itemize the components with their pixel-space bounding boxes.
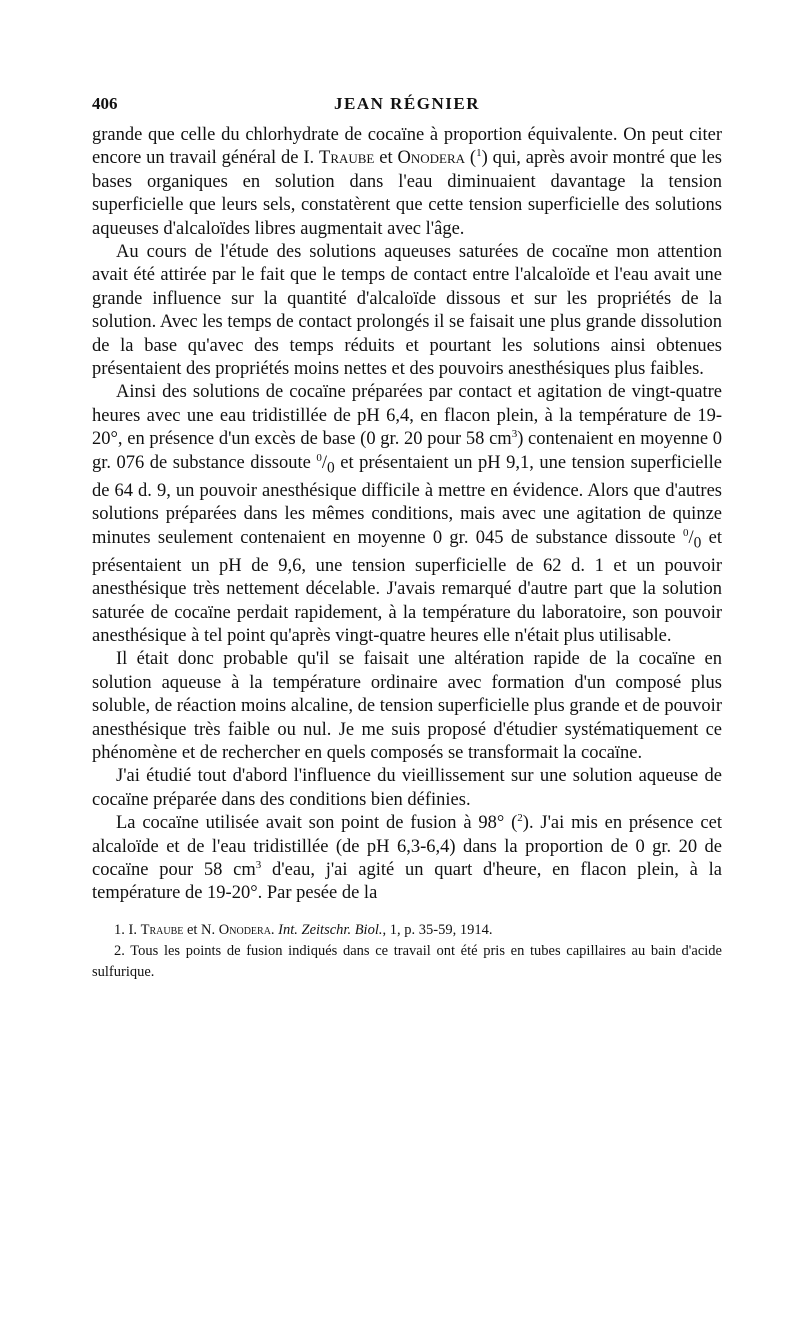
page <box>92 88 722 983</box>
page-header <box>92 88 722 124</box>
paragraph-3: Ainsi des solutions de cocaïne préparées par contact et agitation de vingt-quatre heures avec une eau tridistillée de pH 6,4, en flacon plein, à la température de 19-20°, en présence d'un excès de base (0 gr. 20 pour 58 $cm^3$) contenaient en moyenne 0 gr. 076 de substance dissoute $^0/_0$ et présentaient un pH 9,1, une tension superficielle de 64 d. 9, un pouvoir anesthésique difficile à mettre en évidence. Alors que d'autres solutions préparées dans les mêmes conditions, mais avec une agitation de quinze minutes seulement contenaient en moyenne 0 gr. 045 de substance dissoute $^0/_0$ et présentaient un pH de 9,6, une tension superficielle de 62 d. 1 et un pouvoir anesthésique très nettement décelable. J'avais remarqué d'autre part que la solution saturée de cocaïne perdait rapidement, à la température du laboratoire, son pouvoir anesthésique à tel point qu'après vingt-quatre heures elle n'était plus utilisable. <box>92 382 722 646</box>
paragraph-1: grande que celle du chlorhydrate de cocaïne à proportion équivalente. On peut citer encore un travail général de I. Traube et Onodera ($^1$) qui, après avoir montré que les bases organiques en solution dans l'eau diminuaient davantage la tension superficielle que leurs sels, constatèrent que cette tension superficielle des solutions aqueuses d'alcaloïdes libres augmentait avec l'âge. <box>92 125 723 239</box>
author-name: Onodera <box>397 148 466 169</box>
footnotes <box>92 920 722 983</box>
footnote-2: 2. Tous les points de fusion indiqués dans ce travail ont été pris en tubes capillaires au bain d'acide sulfurique. <box>92 942 722 980</box>
paragraph-5: J'ai étudié tout d'abord l'influence du vieillissement sur une solution aqueuse de cocaïne préparée dans des conditions bien définies. <box>92 766 722 810</box>
running-head: JEAN RÉGNIER <box>334 94 480 113</box>
footnote-ref: 1 <box>476 147 482 160</box>
footnote-ref: 2 <box>517 812 523 824</box>
paragraph-6: La cocaïne utilisée avait son point de fusion à 98° ($^2$). J'ai mis en présence cet alcaloïde et de l'eau tridistillée (de pH 6,3-6,4) dans la proportion de 0 gr. 20 de cocaïne pour 58 $cm^3$ d'eau, j'ai agité un quart d'heure, en flacon plein, à la température de 19-20°. Par pesée de la <box>92 812 723 904</box>
paragraph-2: Au cours de l'étude des solutions aqueuses saturées de cocaïne mon attention avait été attirée par le fait que le temps de contact entre l'alcaloïde et l'eau avait une grande influence sur la quantité d'alcaloïde dissous et sur les propriétés de la solution. Avec les temps de contact prolongés il se faisait une plus grande dissolution de la base qu'avec des temps réduits et pourtant les solutions ainsi obtenues présentaient des propriétés moins nettes et des pouvoirs anesthésiques plus faibles. <box>92 242 722 380</box>
body-text <box>92 124 722 906</box>
page-number: 406 <box>92 94 118 113</box>
paragraph-4: Il était donc probable qu'il se faisait une altération rapide de la cocaïne en solution aqueuse à la température ordinaire avec formation d'un composé plus soluble, de réaction moins alcaline, de tension superficielle plus grande et de pouvoir anesthésique très faible ou nul. Je me suis proposé d'étudier systématiquement ce phénomène et de rechercher en quels composés se transformait la cocaïne. <box>92 649 722 763</box>
author-name: Traube <box>319 148 375 169</box>
footnote-1: 1. I. Traube et N. Onodera. Int. Zeitschr. Biol., 1, p. 35-59, 1914. <box>114 921 493 938</box>
